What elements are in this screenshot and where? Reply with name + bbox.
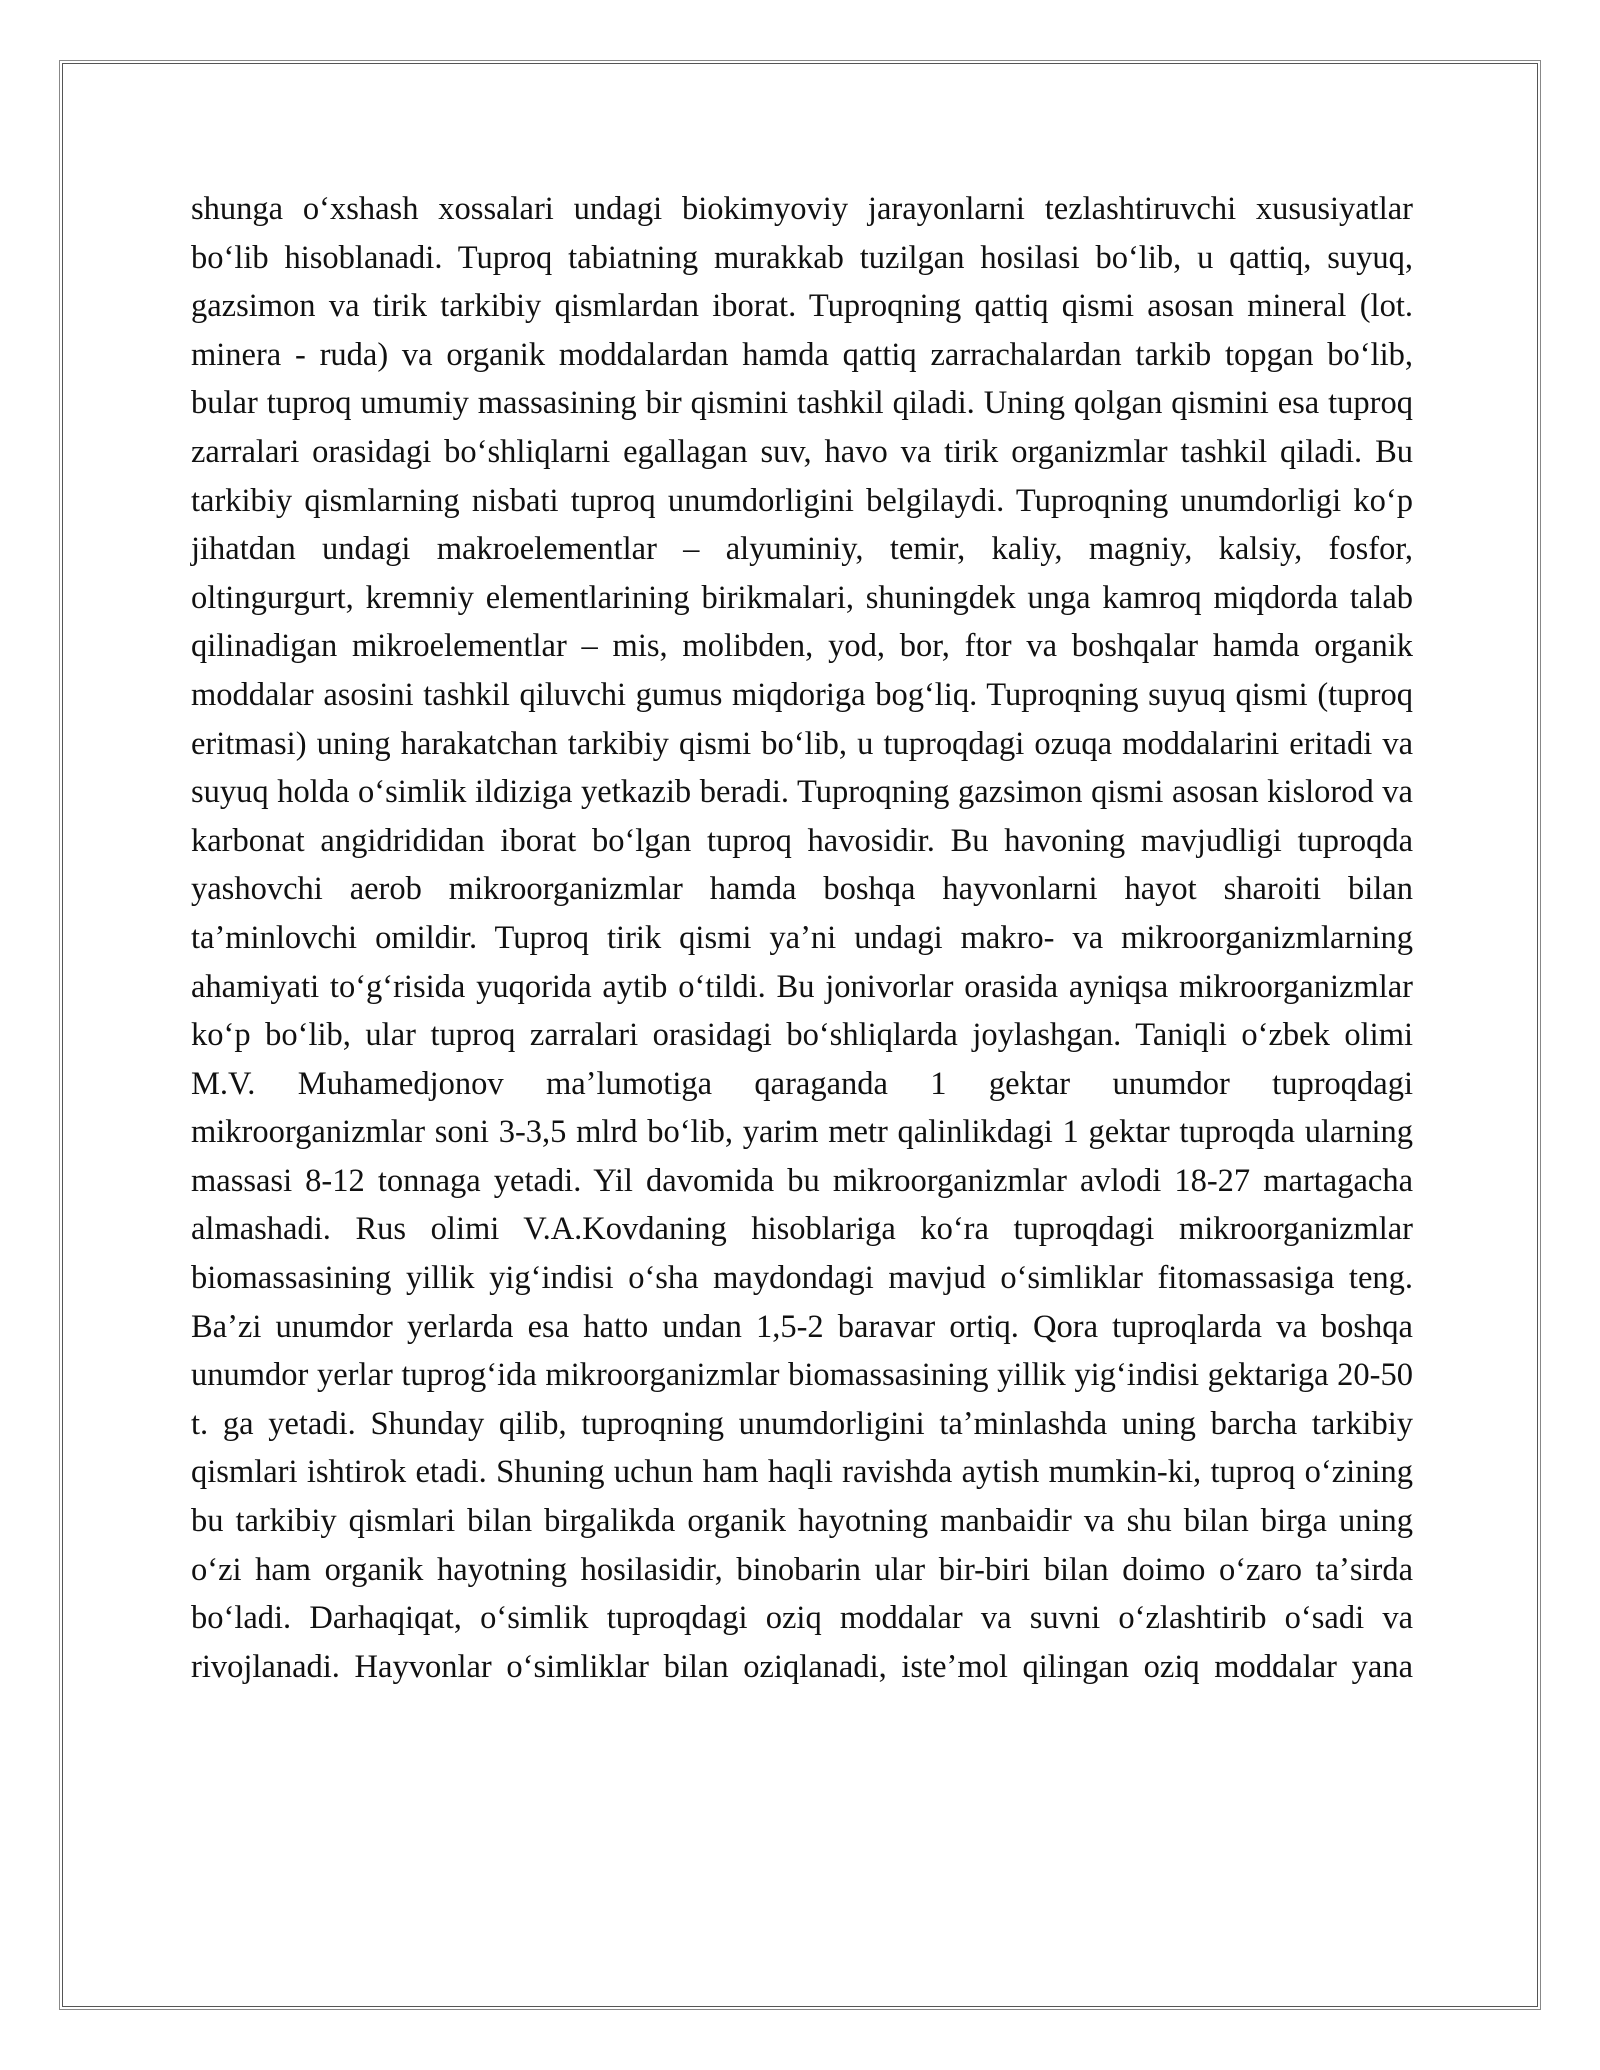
body-paragraph: shunga oʻxshash xossalari undagi biokimyoviy jarayonlarni tezlashtiruvchi xususiyatlar boʻlib hisoblanadi. Tuproq tabiatning murakkab tuzilgan hosilasi boʻlib, u qattiq, suyuq, gazsimon va tirik tarkibiy qismlardan iborat. Tuproqning qattiq qismi asosan mineral (lot. minera - ruda) va organik moddalardan hamda qattiq zarrachalardan tarkib topgan boʻlib, bular tuproq umumiy massasining bir qismini tashkil qiladi. Uning qolgan qismini esa tuproq zarralari orasidagi boʻshliqlarni egallagan suv, havo va tirik organizmlar tashkil qiladi. Bu tarkibiy qismlarning nisbati tuproq unumdorligini belgilaydi. Tuproqning unumdorligi koʻp jihatdan undagi makroelementlar – alyuminiy, temir, kaliy, magniy, kalsiy, fosfor, oltingurgurt, kremniy elementlarining birikmalari, shuningdek unga kamroq miqdorda talab qilinadigan mikroelementlar – mis, molibden, yod, bor, ftor va boshqalar hamda organik moddalar asosini tashkil qiluvchi gumus miqdoriga bogʻliq. Tuproqning suyuq qismi (tuproq eritmasi) uning harakatchan tarkibiy qismi boʻlib, u tuproqdagi ozuqa moddalarini eritadi va suyuq holda oʻsimlik ildiziga yetkazib beradi. Tuproqning gazsimon qismi asosan kislorod va karbonat angidrididan iborat boʻlgan tuproq havosidir. Bu havoning mavjudligi tuproqda yashovchi aerob mikroorganizmlar hamda boshqa hayvonlarni hayot sharoiti bilan taʼminlovchi omildir. Tuproq tirik qismi yaʼni undagi makro- va mikroorganizmlarning ahamiyati toʻgʻrisida yuqorida aytib oʻtildi. Bu jonivorlar orasida ayniqsa mikroorganizmlar koʻp boʻlib, ular tuproq zarralari orasidagi boʻshliqlarda joylashgan. Taniqli oʻzbek olimi M.V. Muhamedjonov maʼlumotiga qaraganda 1 gektar unumdor tuproqdagi mikroorganizmlar soni 3-3,5 mlrd boʻlib, yarim metr qalinlikdagi 1 gektar tuproqda ularning massasi 8-12 tonnaga yetadi. Yil davomida bu mikroorganizmlar avlodi 18-27 martagacha almashadi. Rus olimi V.A.Kovdaning hisoblariga koʻra tuproqdagi mikroorganizmlar biomassasining yillik yigʻindisi oʻsha maydondagi mavjud oʻsimliklar fitomassasiga teng. Baʼzi unumdor yerlarda esa hatto undan 1,5-2 baravar ortiq. Qora tuproqlarda va boshqa unumdor yerlar tuprogʻida mikroorganizmlar biomassasining yillik yigʻindisi gektariga 20-50 t. ga yetadi. Shunday qilib, tuproqning unumdorligini taʼminlashda uning barcha tarkibiy qismlari ishtirok etadi. Shuning uchun ham haqli ravishda aytish mumkin-ki, tuproq oʻzining bu tarkibiy qismlari bilan birgalikda organik hayotning manbaidir va shu bilan birga uning oʻzi ham organik hayotning hosilasidir, binobarin ular bir-biri bilan doimo oʻzaro taʼsirda boʻladi. Darhaqiqat, oʻsimlik tuproqdagi oziq moddalar va suvni oʻzlashtirib oʻsadi va rivojlanadi. Hayvonlar oʻsimliklar bilan oziqlanadi, isteʼmol qilingan oziq moddalar yana: [191, 191, 1413, 1685]
